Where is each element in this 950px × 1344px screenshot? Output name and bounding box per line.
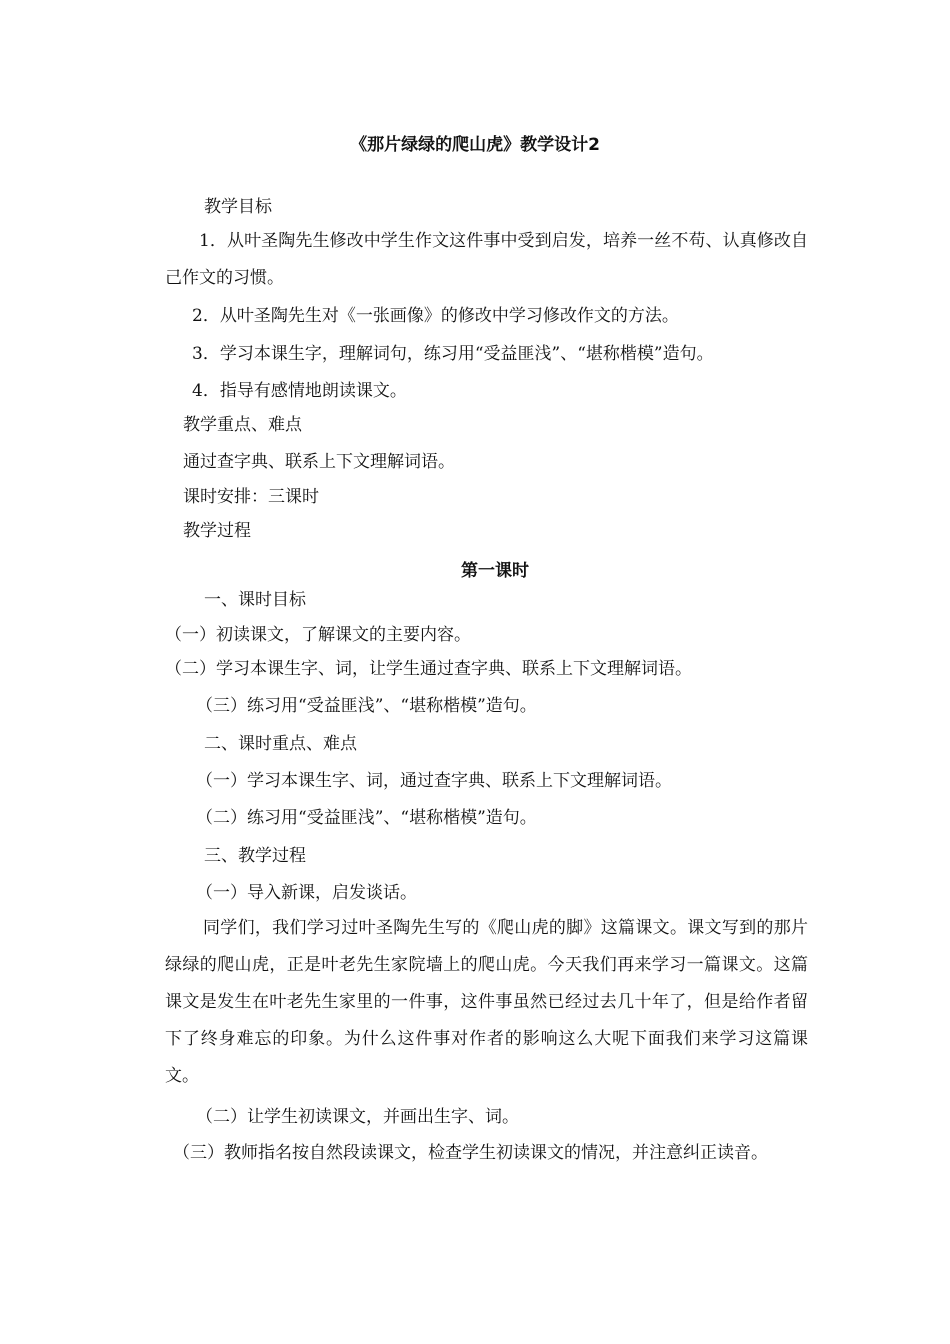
- key-points-text: 通过查字典、联系上下文理解词语。: [183, 452, 455, 472]
- schedule-text: 课时安排：三课时: [183, 487, 319, 507]
- process-heading: 教学过程: [183, 521, 251, 541]
- lesson-objective-3: （三）练习用“受益匪浅”、“堪称楷模”造句。: [196, 696, 537, 716]
- goal-2: 2．从叶圣陶先生对《一张画像》的修改中学习修改作文的方法。: [192, 306, 679, 326]
- key-points-heading: 教学重点、难点: [183, 415, 302, 435]
- goal-4: 4．指导有感情地朗读课文。: [192, 381, 407, 401]
- goal-1: 1．从叶圣陶先生修改中学生作文这件事中受到启发，培养一丝不苟、认真修改自己作文的习惯。: [165, 231, 808, 288]
- goals-heading: 教学目标: [204, 197, 272, 217]
- lesson-key-2: （二）练习用“受益匪浅”、“堪称楷模”造句。: [196, 808, 537, 828]
- lesson-key-1: （一）学习本课生字、词，通过查字典、联系上下文理解词语。: [196, 771, 672, 791]
- lesson-key-heading: 二、课时重点、难点: [204, 734, 357, 754]
- lesson-objective-2: （二）学习本课生字、词，让学生通过查字典、联系上下文理解词语。: [165, 659, 692, 679]
- lesson-objective-1: （一）初读课文，了解课文的主要内容。: [165, 625, 471, 645]
- lesson-objectives-heading: 一、课时目标: [204, 590, 306, 610]
- lesson-step-2: （二）让学生初读课文，并画出生字、词。: [196, 1107, 519, 1127]
- document-title: 《那片绿绿的爬山虎》教学设计2: [350, 135, 600, 155]
- lesson-1-title: 第一课时: [461, 561, 529, 581]
- intro-paragraph: 同学们，我们学习过叶圣陶先生写的《爬山虎的脚》这篇课文。课文写到的那片绿绿的爬山虎，正是叶老先生家院墙上的爬山虎。今天我们再来学习一篇课文。这篇课文是发生在叶老先生家里的一件事，这件事虽然已经过去几十年了，但是给作者留下了终身难忘的印象。为什么这件事对作者的影响这么大呢下面我们来学习这篇课文。: [165, 918, 808, 1086]
- goal-3: 3．学习本课生字，理解词句，练习用“受益匪浅”、“堪称楷模”造句。: [192, 344, 714, 364]
- lesson-step-3: （三）教师指名按自然段读课文，检查学生初读课文的情况，并注意纠正读音。: [173, 1143, 768, 1163]
- lesson-step-1: （一）导入新课，启发谈话。: [196, 883, 417, 903]
- lesson-process-heading: 三、教学过程: [204, 846, 306, 866]
